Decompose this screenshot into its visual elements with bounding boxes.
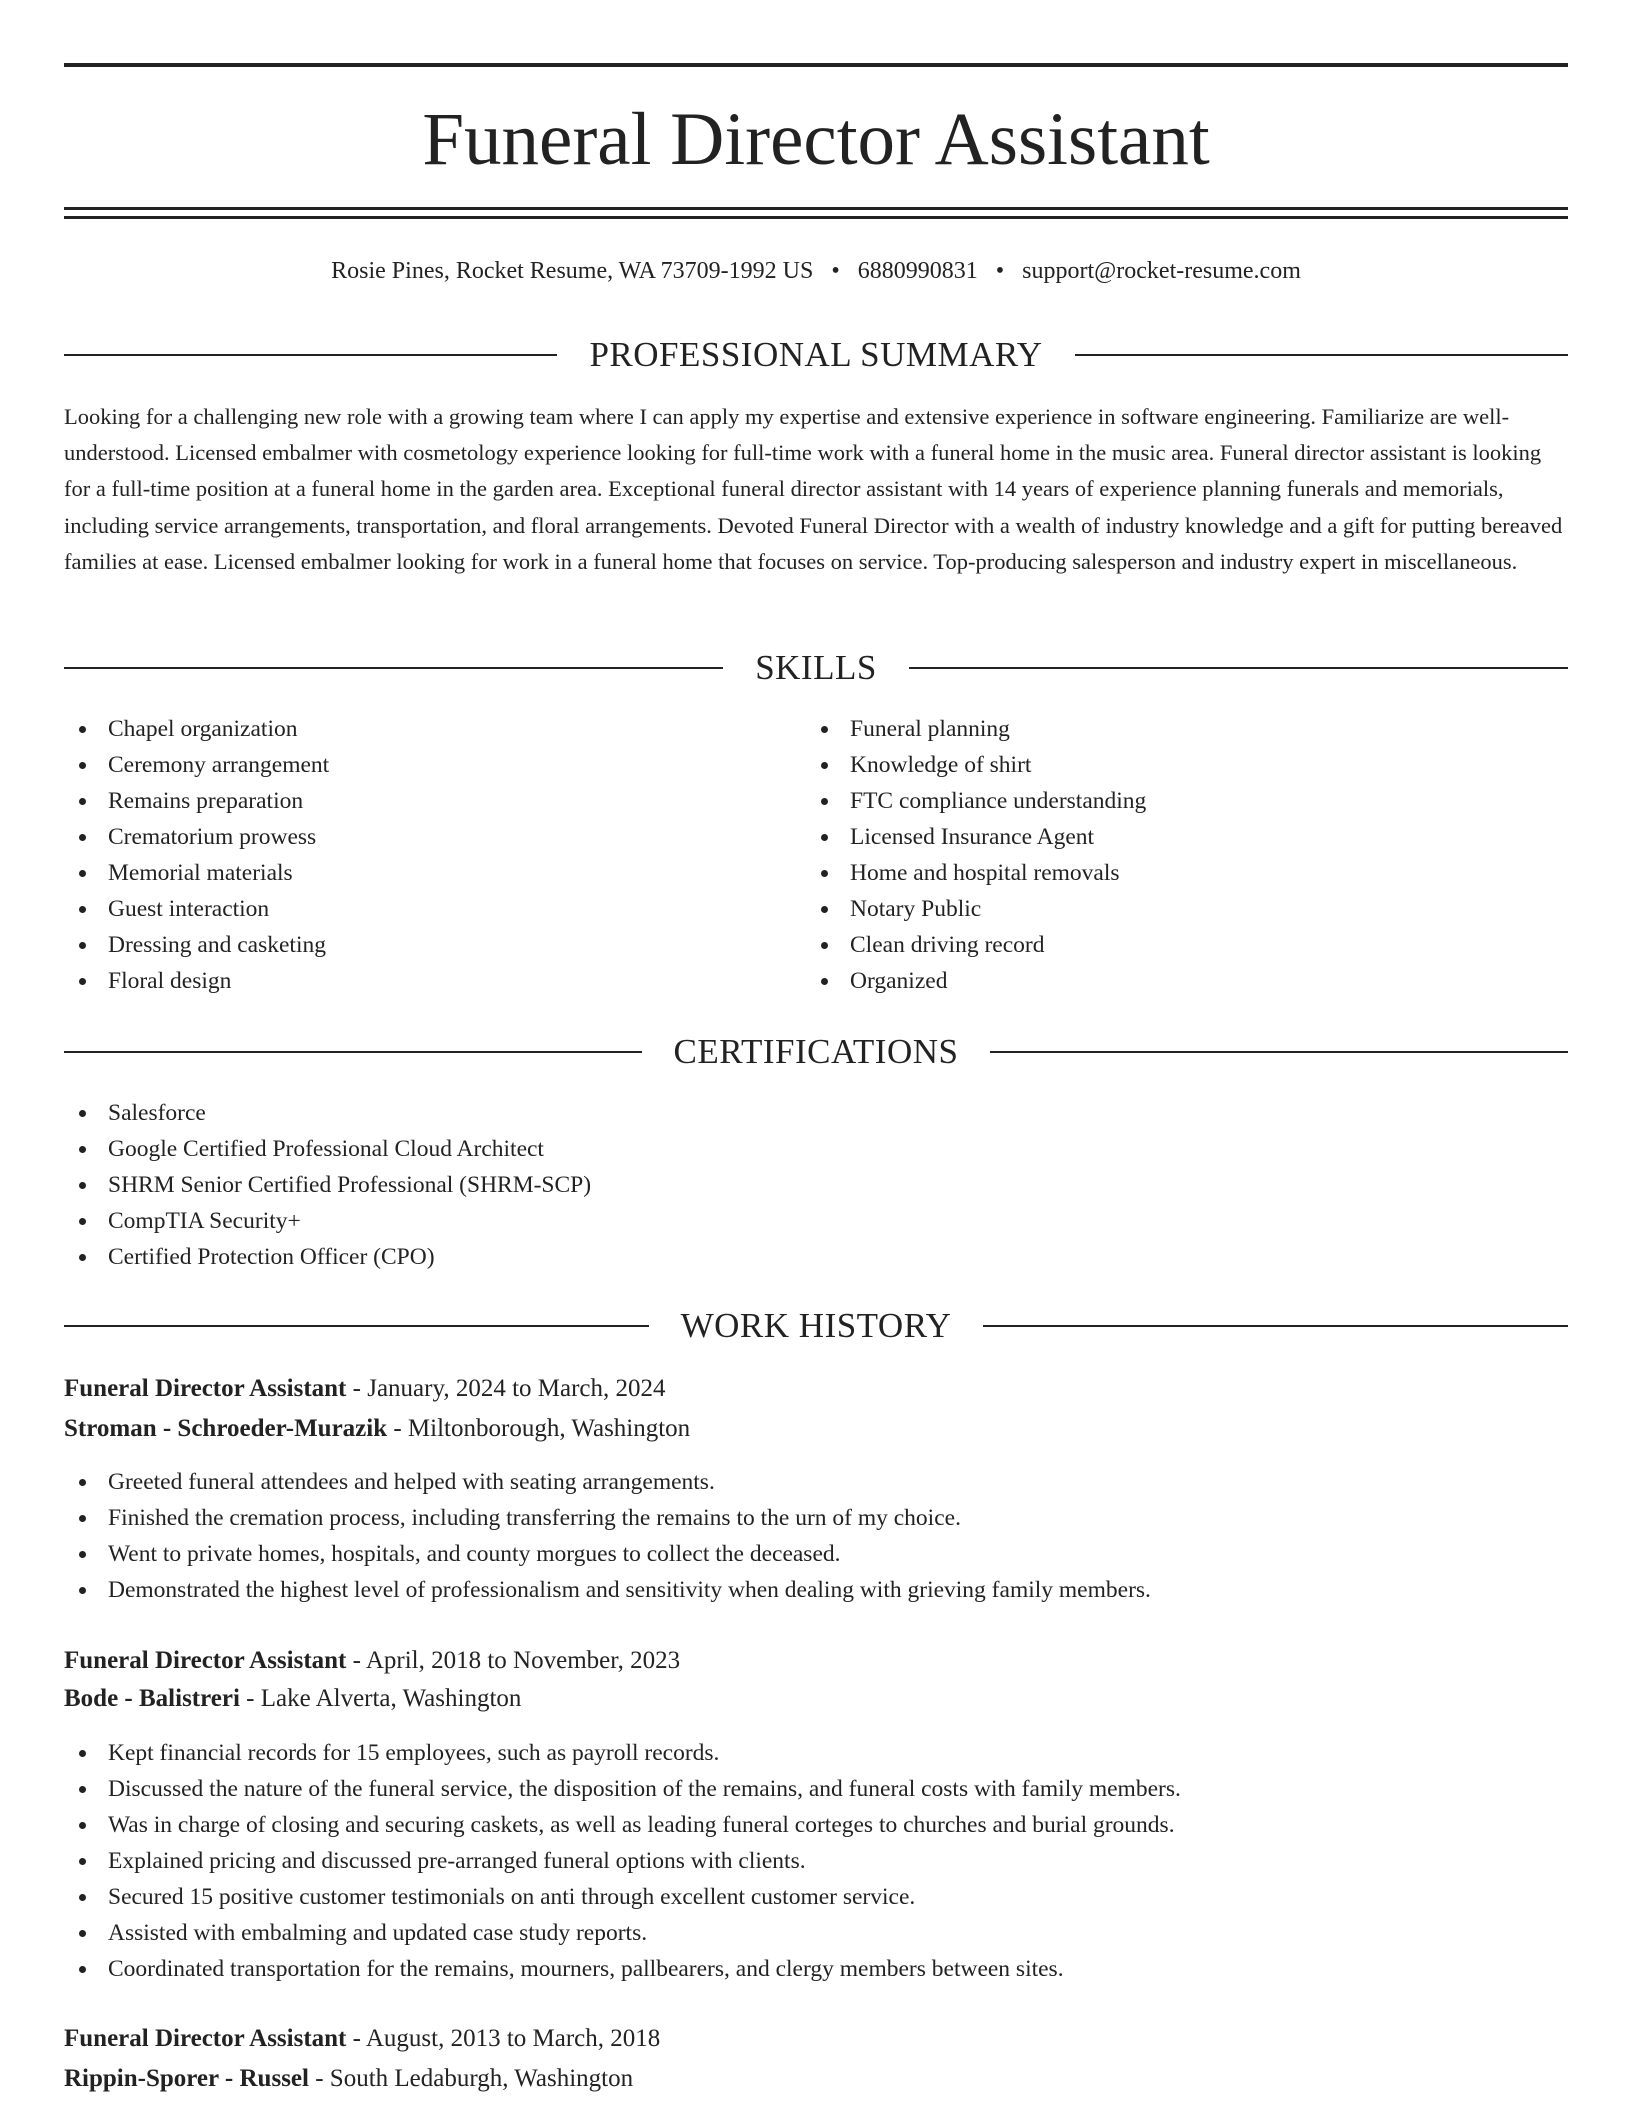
- bullet-icon: [79, 942, 86, 949]
- skill-text: Crematorium prowess: [108, 824, 317, 850]
- skill-text: Ceremony arrangement: [108, 752, 330, 778]
- job-bullets: [64, 1464, 1151, 1608]
- job-duty: Greeted funeral attendees and helped with seating arrangements.: [108, 1469, 715, 1495]
- bullet-icon: [79, 1218, 86, 1225]
- list-item: [64, 1771, 1181, 1807]
- bullet-icon: [79, 1750, 86, 1757]
- list-item: [806, 747, 1146, 783]
- divider-line: [1075, 354, 1568, 356]
- bullet-icon: [79, 1515, 86, 1522]
- job-duty: Explained pricing and discussed pre-arranged funeral options with clients.: [108, 1848, 806, 1874]
- contact-separator: •: [995, 258, 1005, 284]
- contact-address: Rosie Pines, Rocket Resume, WA 73709-1992 US: [331, 258, 814, 284]
- bullet-icon: [79, 1551, 86, 1558]
- job-title: Funeral Director Assistant: [64, 1375, 347, 1402]
- job-company-line: [64, 1411, 690, 1447]
- job-duty: Finished the cremation process, including transferring the remains to the urn of my choice.: [108, 1505, 961, 1531]
- divider-line: [64, 1325, 649, 1327]
- certification-text: SHRM Senior Certified Professional (SHRM-SCP): [108, 1172, 592, 1198]
- title-rule-upper: [64, 207, 1568, 210]
- list-item: [64, 963, 329, 999]
- skill-text: Clean driving record: [850, 932, 1045, 958]
- bullet-icon: [79, 1479, 86, 1486]
- contact-email: support@rocket-resume.com: [1022, 258, 1301, 284]
- bullet-icon: [821, 762, 828, 769]
- contact-line: [64, 254, 1568, 288]
- summary-text: Looking for a challenging new role with a growing team where I can apply my expertise and extensive experience in software engineering. Familiarize are well-understood. Licensed embalmer with cosmetology experience looking for full-time work with a funeral home in the music area. Funeral director assistant is looking for a full-time position at a funeral home in the garden area. Exceptional funeral director assistant with 14 years of experience planning funerals and memorials, including service arrangements, transportation, and floral arrangements. Devoted Funeral Director with a wealth of industry knowledge and a gift for putting bereaved families at ease. Licensed embalmer looking for work in a funeral home that focuses on service. Top-producing salesperson and industry expert in miscellaneous.: [64, 404, 1563, 574]
- list-item: [64, 891, 329, 927]
- certifications-heading: [64, 1030, 1568, 1074]
- title-rule-lower: [64, 216, 1568, 219]
- skill-text: Memorial materials: [108, 860, 293, 886]
- section-title: PROFESSIONAL SUMMARY: [589, 335, 1043, 374]
- job-title-line: [64, 2021, 660, 2057]
- job-company: Stroman - Schroeder-Murazik: [64, 1415, 388, 1442]
- skills-list-left: [64, 711, 329, 999]
- divider-line: [983, 1325, 1568, 1327]
- skill-text: FTC compliance understanding: [850, 788, 1147, 814]
- skill-text: Remains preparation: [108, 788, 304, 814]
- job-company-line: [64, 2061, 633, 2097]
- bullet-icon: [821, 906, 828, 913]
- job-duty: Coordinated transportation for the remains, mourners, pallbearers, and clergy members between sites.: [108, 1956, 1064, 1982]
- bullet-icon: [79, 978, 86, 985]
- job-duty: Discussed the nature of the funeral service, the disposition of the remains, and funeral costs with family members.: [108, 1776, 1181, 1802]
- certification-text: Salesforce: [108, 1100, 206, 1126]
- list-item: [64, 1951, 1181, 1987]
- job-company: Bode - Balistreri: [64, 1685, 240, 1712]
- list-item: [64, 1536, 1151, 1572]
- list-item: [64, 927, 329, 963]
- job-company-line: [64, 1681, 521, 1717]
- job-bullets: [64, 1735, 1181, 1987]
- bullet-icon: [79, 1254, 86, 1261]
- contact-separator: •: [831, 258, 840, 284]
- list-item: [64, 1572, 1151, 1608]
- bullet-icon: [79, 906, 86, 913]
- job-duty: Went to private homes, hospitals, and county morgues to collect the deceased.: [108, 1541, 841, 1567]
- bullet-icon: [821, 834, 828, 841]
- job-dates: - August, 2013 to March, 2018: [346, 2025, 661, 2052]
- list-item: [64, 1807, 1181, 1843]
- bullet-icon: [79, 1894, 86, 1901]
- list-item: [806, 927, 1146, 963]
- list-item: [806, 783, 1146, 819]
- bullet-icon: [79, 1966, 86, 1973]
- bullet-icon: [79, 1858, 86, 1865]
- bullet-icon: [79, 798, 86, 805]
- job-duty: Was in charge of closing and securing caskets, as well as leading funeral corteges to churches and burial grounds.: [108, 1812, 1175, 1838]
- list-item: [806, 711, 1146, 747]
- list-item: [64, 1239, 591, 1275]
- resume-title: Funeral Director Assistant: [422, 98, 1210, 181]
- divider-line: [909, 667, 1568, 669]
- list-item: [806, 891, 1146, 927]
- list-item: [64, 819, 329, 855]
- certification-text: Certified Protection Officer (CPO): [108, 1244, 435, 1270]
- bullet-icon: [821, 798, 828, 805]
- job-dates: - January, 2024 to March, 2024: [346, 1375, 666, 1402]
- bullet-icon: [79, 1786, 86, 1793]
- bullet-icon: [79, 762, 86, 769]
- skill-text: Knowledge of shirt: [850, 752, 1032, 778]
- job-dates: - April, 2018 to November, 2023: [346, 1647, 681, 1674]
- list-item: [806, 819, 1146, 855]
- bullet-icon: [821, 726, 828, 733]
- certifications-list: [64, 1095, 591, 1275]
- list-item: [64, 1879, 1181, 1915]
- bullet-icon: [79, 1587, 86, 1594]
- bullet-icon: [79, 870, 86, 877]
- skill-text: Funeral planning: [850, 716, 1010, 742]
- skill-text: Licensed Insurance Agent: [850, 824, 1095, 850]
- skill-text: Home and hospital removals: [850, 860, 1120, 886]
- list-item: [806, 963, 1146, 999]
- job-duty: Kept financial records for 15 employees, such as payroll records.: [108, 1740, 720, 1766]
- list-item: [64, 1203, 591, 1239]
- list-item: [64, 1095, 591, 1131]
- certification-text: CompTIA Security+: [108, 1208, 301, 1234]
- skill-text: Notary Public: [850, 896, 982, 922]
- job-location: - Lake Alverta, Washington: [239, 1685, 522, 1712]
- bullet-icon: [821, 978, 828, 985]
- bullet-icon: [79, 1182, 86, 1189]
- divider-line: [64, 354, 557, 356]
- list-item: [64, 1167, 591, 1203]
- skill-text: Organized: [850, 968, 948, 994]
- contact-phone: 6880990831: [857, 258, 978, 284]
- job-location: - South Ledaburgh, Washington: [308, 2065, 634, 2092]
- job-title-line: [64, 1371, 666, 1407]
- section-title: CERTIFICATIONS: [673, 1032, 959, 1071]
- bullet-icon: [821, 870, 828, 877]
- list-item: [64, 1915, 1181, 1951]
- list-item: [64, 711, 329, 747]
- work-history-heading: [64, 1304, 1568, 1348]
- bullet-icon: [79, 726, 86, 733]
- job-company: Rippin-Sporer - Russel: [64, 2065, 309, 2092]
- bullet-icon: [79, 834, 86, 841]
- divider-line: [64, 1051, 642, 1053]
- divider-line: [64, 667, 723, 669]
- skills-list-right: [806, 711, 1146, 999]
- list-item: [64, 1735, 1181, 1771]
- job-duty: Secured 15 positive customer testimonials on anti through excellent customer service.: [108, 1884, 916, 1910]
- list-item: [806, 855, 1146, 891]
- divider-line: [990, 1051, 1568, 1053]
- job-location: - Miltonborough, Washington: [387, 1415, 691, 1442]
- skills-heading: [64, 646, 1568, 690]
- skill-text: Floral design: [108, 968, 232, 994]
- bullet-icon: [79, 1930, 86, 1937]
- job-title: Funeral Director Assistant: [64, 2025, 347, 2052]
- list-item: [64, 747, 329, 783]
- section-title: WORK HISTORY: [680, 1306, 952, 1345]
- bullet-icon: [821, 942, 828, 949]
- list-item: [64, 783, 329, 819]
- job-title: Funeral Director Assistant: [64, 1647, 347, 1674]
- certification-text: Google Certified Professional Cloud Architect: [108, 1136, 544, 1162]
- list-item: [64, 1464, 1151, 1500]
- list-item: [64, 1131, 591, 1167]
- list-item: [64, 855, 329, 891]
- section-title: SKILLS: [755, 648, 877, 687]
- bullet-icon: [79, 1110, 86, 1117]
- job-title-line: [64, 1643, 680, 1679]
- bullet-icon: [79, 1146, 86, 1153]
- bullet-icon: [79, 1822, 86, 1829]
- top-rule: [64, 63, 1568, 67]
- job-duty: Assisted with embalming and updated case study reports.: [108, 1920, 648, 1946]
- skill-text: Chapel organization: [108, 716, 298, 742]
- summary-heading: [64, 333, 1568, 377]
- list-item: [64, 1843, 1181, 1879]
- skill-text: Dressing and casketing: [108, 932, 326, 958]
- job-duty: Demonstrated the highest level of professionalism and sensitivity when dealing with grieving family members.: [108, 1577, 1151, 1603]
- list-item: [64, 1500, 1151, 1536]
- skill-text: Guest interaction: [108, 896, 270, 922]
